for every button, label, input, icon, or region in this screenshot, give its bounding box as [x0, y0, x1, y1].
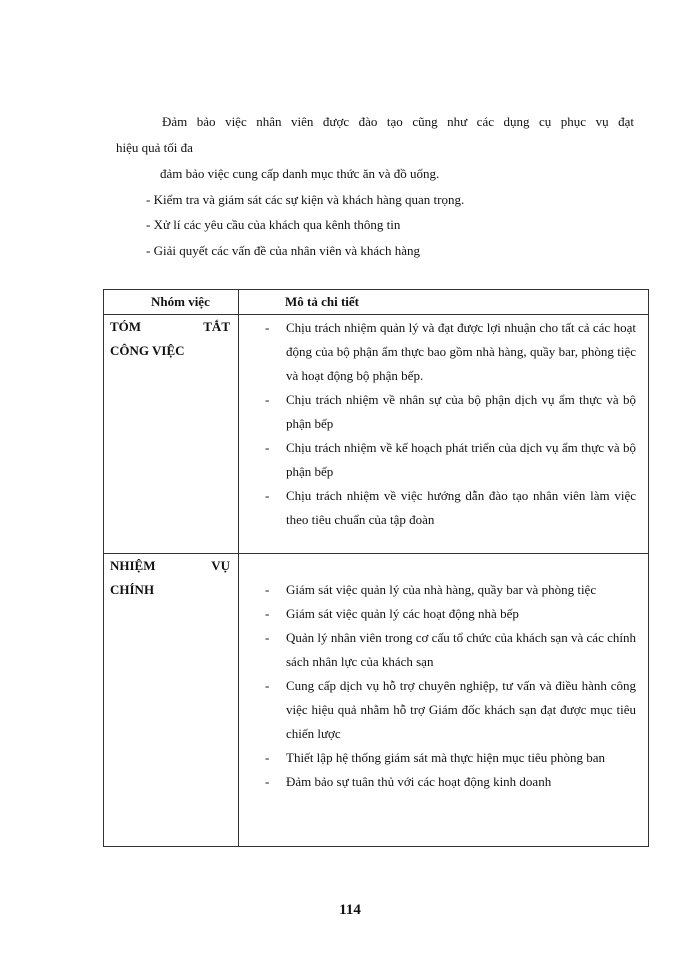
description-list: [239, 315, 648, 532]
group-cell-main-duties: NHIỆM VỤ CHÍNH: [104, 554, 239, 847]
list-item: - Giám sát việc quản lý các hoạt động nhà bếp: [265, 602, 636, 626]
list-item: - Cung cấp dịch vụ hỗ trợ chuyên nghiệp, tư vấn và điều hành công việc hiệu quả nhằm hỗ trợ Giám đốc khách sạn đạt được mục tiêu chiến lược: [265, 674, 636, 746]
list-item: - Chịu trách nhiệm về nhân sự của bộ phận dịch vụ ẩm thực và bộ phận bếp: [265, 388, 636, 436]
list-item: - Giám sát việc quản lý của nhà hàng, quầy bar và phòng tiệc: [265, 578, 636, 602]
intro-paragraph-line-1: Đảm bảo việc nhân viên được đào tạo cũng như các dụng cụ phục vụ đạt: [162, 114, 634, 129]
table-row: [104, 315, 649, 554]
job-description-table: [103, 289, 649, 847]
list-item: - Quản lý nhân viên trong cơ cấu tổ chức của khách sạn và các chính sách nhân lực của khách sạn: [265, 626, 636, 674]
table-row: [104, 554, 649, 847]
list-item: - Chịu trách nhiệm về kế hoạch phát triển của dịch vụ ẩm thực và bộ phận bếp: [265, 436, 636, 484]
description-cell-main-duties: [239, 554, 649, 847]
column-header-description: Mô tả chi tiết: [239, 290, 649, 315]
bullet-item: - Kiểm tra và giám sát các sự kiện và khách hàng quan trọng.: [146, 192, 465, 207]
list-item: - Chịu trách nhiệm quản lý và đạt được lợi nhuận cho tất cả các hoạt động của bộ phận ẩm thực bao gồm nhà hàng, quầy bar, phòng tiệc và hoạt động bộ phận bếp.: [265, 316, 636, 388]
bullet-item: - Xử lí các yêu cầu của khách qua kênh thông tin: [146, 217, 401, 232]
list-item: - Thiết lập hệ thống giám sát mà thực hiện mục tiêu phòng ban: [265, 746, 636, 770]
bullet-item: - Giải quyết các vấn đề của nhân viên và khách hàng: [146, 243, 420, 258]
description-cell-summary: [239, 315, 649, 554]
description-list: [239, 554, 648, 794]
intro-paragraph-line-2: hiệu quả tối đa: [116, 140, 193, 155]
list-item: - Chịu trách nhiệm về việc hướng dẫn đào tạo nhân viên làm việc theo tiêu chuẩn của tập đoàn: [265, 484, 636, 532]
intro-paragraph-line-3: đảm bảo việc cung cấp danh mục thức ăn và đồ uống.: [160, 166, 440, 181]
list-item: - Đảm bảo sự tuân thủ với các hoạt động kinh doanh: [265, 770, 636, 794]
column-header-group: Nhóm việc: [104, 290, 239, 315]
page-number: 114: [339, 902, 361, 918]
table-header-row: [104, 290, 649, 315]
group-cell-summary: TÓM TẮT CÔNG VIỆC: [104, 315, 239, 554]
